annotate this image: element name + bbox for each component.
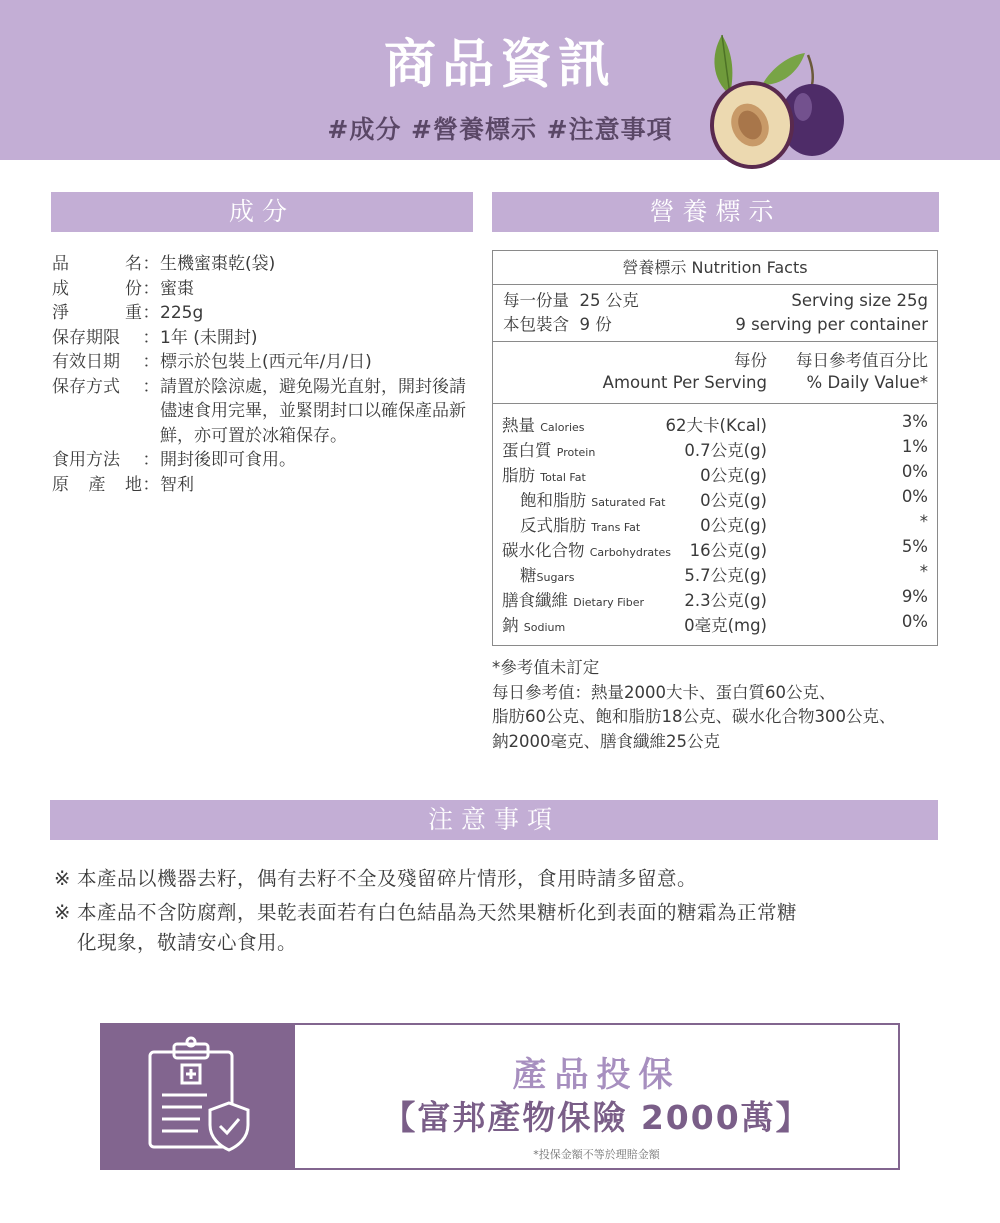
nutrient-name bbox=[502, 462, 586, 486]
footnote-line: 每日參考值：熱量2000大卡、蛋白質60公克、 bbox=[492, 682, 836, 702]
nutrient-name bbox=[502, 612, 565, 636]
nutrient-amount: 0公克(g) bbox=[700, 491, 767, 510]
nutrition-facts-title: 營養標示 Nutrition Facts bbox=[493, 251, 937, 285]
nutrient-daily-value: 0% bbox=[901, 487, 928, 506]
nutrient-name-en: Dietary Fiber bbox=[573, 596, 644, 609]
nutrient-amount: 16公克(g) bbox=[689, 541, 767, 560]
ingredient-label: 成 份 bbox=[52, 278, 142, 299]
ingredient-row-ingredients bbox=[52, 277, 472, 302]
ingredient-row-name bbox=[52, 252, 472, 277]
footnote-line: 鈉2000毫克、膳食纖維25公克 bbox=[492, 731, 720, 751]
nutrient-name-zh: 糖 bbox=[520, 566, 537, 585]
ingredient-value: 智利 bbox=[160, 474, 194, 495]
nutrient-name bbox=[520, 487, 665, 511]
nutrition-row bbox=[493, 584, 937, 609]
nutrition-facts-table bbox=[492, 250, 938, 646]
ingredient-label: 食用方法 bbox=[52, 450, 120, 470]
nutrient-name bbox=[520, 562, 574, 586]
nutrient-amount: 2.3公克(g) bbox=[684, 591, 767, 610]
nutrient-amount: 0毫克(mg) bbox=[684, 616, 767, 635]
ingredient-label: 原 產 地 bbox=[52, 474, 142, 495]
nutrition-row bbox=[493, 459, 937, 484]
page-header bbox=[0, 0, 1000, 160]
nutrition-column-headers bbox=[493, 342, 937, 404]
page-title: 商品資訊 bbox=[383, 35, 616, 95]
insurance-banner bbox=[100, 1023, 900, 1170]
nutrient-name bbox=[502, 537, 671, 561]
ingredient-separator: ： bbox=[142, 474, 160, 495]
plum-illustration-icon bbox=[700, 25, 850, 175]
nutrition-row bbox=[493, 609, 937, 634]
ingredient-label: 有效日期 bbox=[52, 352, 120, 372]
nutrient-name-zh: 熱量 bbox=[502, 416, 535, 435]
nutrient-amount: 0.7公克(g) bbox=[684, 441, 767, 460]
nutrient-name bbox=[502, 437, 595, 461]
nutrient-name-en: Sugars bbox=[536, 571, 575, 584]
nutrition-row bbox=[493, 409, 937, 434]
serving-size-zh: 每一份量 25 公克 bbox=[503, 291, 639, 310]
ingredient-label: 品 名 bbox=[52, 254, 142, 274]
ingredient-value: 1年 (未開封) bbox=[160, 327, 258, 348]
ingredient-value: 生機蜜棗乾(袋) bbox=[160, 254, 276, 274]
ingredient-separator: ： bbox=[142, 450, 160, 470]
servings-zh: 本包裝含 9 份 bbox=[503, 315, 612, 334]
nutrient-name-zh: 鈉 bbox=[502, 616, 519, 635]
insurance-main-text: 【富邦產物保險 2000萬】 bbox=[382, 1098, 811, 1137]
ingredient-label: 保存期限 bbox=[52, 327, 120, 348]
nutrient-daily-value: * bbox=[919, 562, 928, 581]
insurance-title: 產品投保 bbox=[512, 1055, 681, 1095]
nutrition-rows bbox=[493, 404, 937, 634]
nutrient-daily-value: * bbox=[919, 512, 928, 531]
insurance-note: *投保金額不等於理賠金額 bbox=[533, 1148, 660, 1161]
nutrition-row bbox=[493, 559, 937, 584]
ingredient-value: 請置於陰涼處，避免陽光直射，開封後請儘速食用完畢，並緊閉封口以確保產品新鮮，亦可置於冰箱保存。 bbox=[160, 376, 466, 446]
nutrient-daily-value: 0% bbox=[901, 462, 928, 481]
nutrient-daily-value: 3% bbox=[901, 412, 928, 431]
nutrition-row bbox=[493, 534, 937, 559]
per-serving-en: Amount Per Serving bbox=[602, 373, 767, 392]
nutrient-daily-value: 1% bbox=[901, 437, 928, 456]
notice-mark: ※ bbox=[54, 901, 71, 924]
nutrition-row bbox=[493, 484, 937, 509]
ingredient-separator: ： bbox=[142, 352, 160, 372]
nutrient-name-zh: 膳食纖維 bbox=[502, 591, 568, 610]
ingredient-label: 淨 重 bbox=[52, 303, 142, 323]
ingredient-separator: ： bbox=[142, 278, 160, 299]
nutrient-name-zh: 碳水化合物 bbox=[502, 541, 585, 560]
nutrient-name-en: Trans Fat bbox=[591, 521, 641, 534]
section-bar-nutrition: 營養標示 bbox=[492, 192, 939, 232]
nutrient-name-en: Carbohydrates bbox=[589, 546, 671, 559]
ingredient-row-origin bbox=[52, 473, 472, 498]
ingredients-list bbox=[52, 252, 472, 497]
nutrient-name bbox=[502, 587, 644, 611]
nutrient-name-zh: 蛋白質 bbox=[502, 441, 552, 460]
serving-size-en: Serving size 25g bbox=[791, 291, 928, 310]
nutrient-amount: 5.7公克(g) bbox=[684, 566, 767, 585]
clipboard-shield-icon bbox=[102, 1025, 295, 1168]
ingredient-value: 蜜棗 bbox=[160, 278, 194, 299]
servings-en: 9 serving per container bbox=[735, 315, 928, 334]
nutrient-name-en: Protein bbox=[556, 446, 596, 459]
nutrient-amount: 62大卡(Kcal) bbox=[665, 416, 767, 435]
insurance-icon-panel bbox=[102, 1025, 295, 1168]
ingredient-separator: ： bbox=[142, 254, 160, 274]
nutrient-name-en: Saturated Fat bbox=[591, 496, 666, 509]
nutrient-name-zh: 脂肪 bbox=[502, 466, 535, 485]
ingredient-label: 保存方式 bbox=[52, 376, 120, 397]
serving-info bbox=[493, 285, 937, 342]
notice-mark: ※ bbox=[54, 867, 71, 890]
nutrient-name-zh: 飽和脂肪 bbox=[520, 491, 586, 510]
nutrient-name-en: Sodium bbox=[523, 621, 566, 634]
ingredient-value: 開封後即可食用。 bbox=[160, 450, 296, 470]
ingredient-separator: ： bbox=[142, 327, 160, 348]
footnote-line: *參考值未訂定 bbox=[492, 658, 600, 677]
daily-value-zh: 每日參考值百分比 bbox=[796, 351, 928, 370]
nutrient-name-en: Total Fat bbox=[540, 471, 586, 484]
per-serving-zh: 每份 bbox=[734, 351, 767, 370]
header-tags: #成分 #營養標示 #注意事項 bbox=[327, 115, 673, 144]
ingredient-row-shelf-life bbox=[52, 326, 472, 351]
nutrition-row bbox=[493, 434, 937, 459]
ingredient-row-expiry bbox=[52, 350, 472, 375]
notice-list bbox=[54, 864, 954, 958]
ingredient-value: 標示於包裝上(西元年/月/日) bbox=[160, 352, 372, 372]
notice-item bbox=[54, 864, 954, 894]
footnote-line: 脂肪60公克、飽和脂肪18公克、碳水化合物300公克、 bbox=[492, 707, 896, 726]
notice-item bbox=[54, 898, 954, 958]
notice-text: 本產品以機器去籽，偶有去籽不全及殘留碎片情形，食用時請多留意。 bbox=[77, 867, 698, 890]
nutrient-name-zh: 反式脂肪 bbox=[520, 516, 586, 535]
daily-value-en: % Daily Value* bbox=[806, 373, 928, 392]
nutrient-amount: 0公克(g) bbox=[700, 516, 767, 535]
nutrient-amount: 0公克(g) bbox=[700, 466, 767, 485]
nutrient-name bbox=[502, 412, 585, 436]
ingredient-separator: ： bbox=[142, 376, 160, 397]
section-bar-notice: 注意事項 bbox=[50, 800, 938, 840]
nutrient-daily-value: 9% bbox=[901, 587, 928, 606]
nutrient-daily-value: 0% bbox=[901, 612, 928, 631]
notice-text: 本產品不含防腐劑，果乾表面若有白色結晶為天然果糖析化到表面的糖霜為正常糖化現象，敬請安心食用。 bbox=[77, 901, 798, 954]
ingredient-row-weight bbox=[52, 301, 472, 326]
ingredient-value: 225g bbox=[160, 303, 204, 323]
nutrient-name-en: Calories bbox=[540, 421, 585, 434]
nutrient-name bbox=[520, 512, 640, 536]
daily-reference-notes bbox=[492, 656, 952, 754]
section-bar-ingredients: 成分 bbox=[51, 192, 473, 232]
ingredient-row-storage bbox=[52, 375, 472, 449]
ingredient-separator: ： bbox=[142, 303, 160, 323]
nutrient-daily-value: 5% bbox=[901, 537, 928, 556]
ingredient-row-usage bbox=[52, 448, 472, 473]
nutrition-row bbox=[493, 509, 937, 534]
